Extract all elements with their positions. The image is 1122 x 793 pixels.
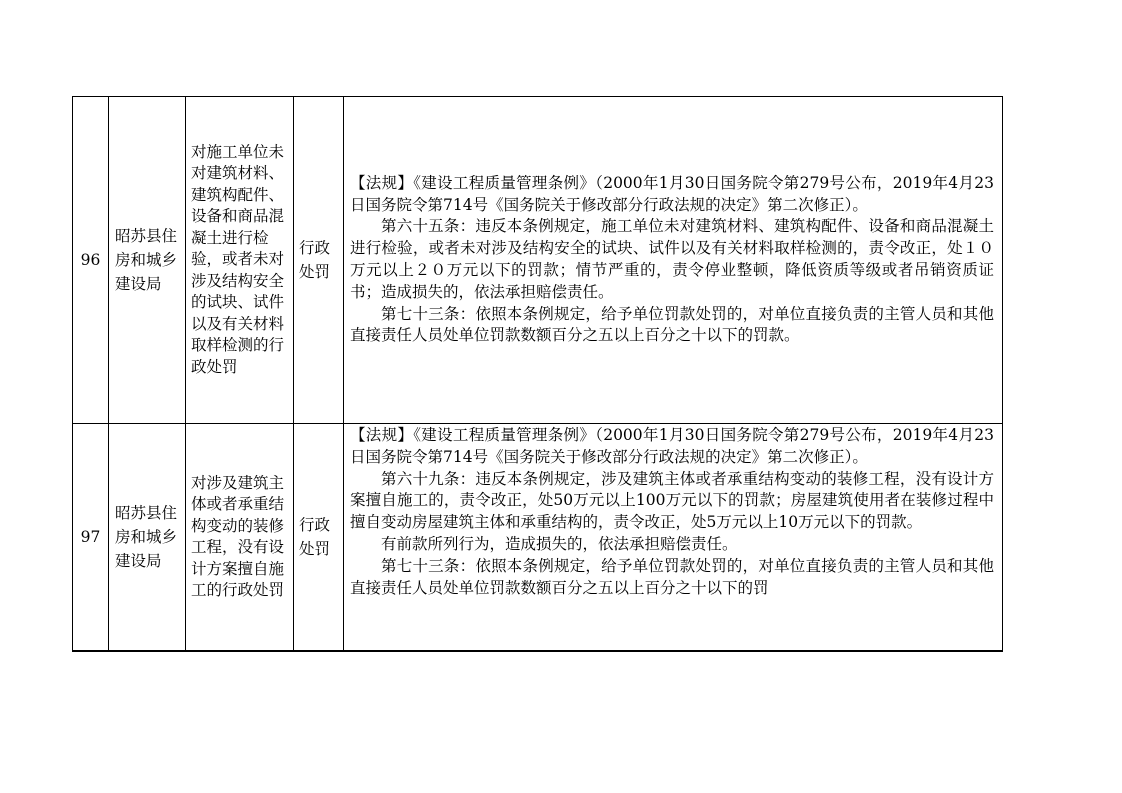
department-cell <box>109 97 186 424</box>
penalty-type-cell <box>294 97 344 424</box>
department-cell <box>109 424 186 652</box>
penalty-table <box>72 96 1003 652</box>
legal-basis <box>344 424 1002 599</box>
penalty-item-cell <box>186 97 294 424</box>
legal-basis-clip <box>344 424 1002 648</box>
penalty-type: 行政处罚 <box>299 239 331 281</box>
legal-basis-regulation: 【法规】《建设工程质量管理条例》（2000年1月30日国务院令第279号公布，2019年4月23日国务院令第714号《国务院关于修改部分行政法规的决定》第二次修正）。 <box>350 173 994 214</box>
legal-basis-article: 第七十三条：依照本条例规定，给予单位罚款处罚的，对单位直接负责的主管人员和其他直接责任人员处单位罚款数额百分之五以上百分之十以下的罚款。 <box>350 304 994 345</box>
penalty-item-name: 对施工单位未对建筑材料、建筑构配件、设备和商品混凝土进行检验，或者未对涉及结构安全的试块、试件以及有关材料取样检测的行政处罚 <box>191 142 285 376</box>
legal-basis-article: 第六十五条：违反本条例规定，施工单位未对建筑材料、建筑构配件、设备和商品混凝土进行检验，或者未对涉及结构安全的试块、试件以及有关材料取样检测的，责令改正，处１０万元以上２０万元以下的罚款；情节严重的，责令停业整顿，降低资质等级或者吊销资质证书；造成损失的，依法承担赔偿责任。 <box>350 217 994 301</box>
legal-basis-cell <box>344 97 1003 424</box>
table-row <box>73 97 1003 424</box>
legal-basis-article: 第七十三条：依照本条例规定，给予单位罚款处罚的，对单位直接负责的主管人员和其他直接责任人员处单位罚款数额百分之五以上百分之十以下的罚 <box>350 556 994 597</box>
penalty-table-sheet <box>72 96 1002 652</box>
penalty-item-name: 对涉及建筑主体或者承重结构变动的装修工程，没有设计方案擅自施工的行政处罚 <box>191 473 285 599</box>
legal-basis <box>344 173 1002 347</box>
legal-basis-article: 第六十九条：违反本条例规定，涉及建筑主体或者承重结构变动的装修工程，没有设计方案擅自施工的，责令改正，处50万元以上100万元以下的罚款；房屋建筑使用者在装修过程中擅自变动房屋建筑主体和承重结构的，责令改正，处5万元以上10万元以下的罚款。 <box>350 469 994 532</box>
department-name: 昭苏县住房和城乡建设局 <box>115 504 178 570</box>
department-name: 昭苏县住房和城乡建设局 <box>115 227 178 293</box>
row-number: 97 <box>73 424 109 652</box>
penalty-type: 行政处罚 <box>299 516 331 558</box>
row-number: 96 <box>73 97 109 424</box>
penalty-item-cell <box>186 424 294 652</box>
legal-basis-cell <box>344 424 1003 652</box>
table-row <box>73 424 1003 652</box>
legal-basis-article: 有前款所列行为，造成损失的，依法承担赔偿责任。 <box>381 534 738 553</box>
legal-basis-regulation: 【法规】《建设工程质量管理条例》（2000年1月30日国务院令第279号公布，2019年4月23日国务院令第714号《国务院关于修改部分行政法规的决定》第二次修正）。 <box>350 426 994 466</box>
penalty-type-cell <box>294 424 344 652</box>
